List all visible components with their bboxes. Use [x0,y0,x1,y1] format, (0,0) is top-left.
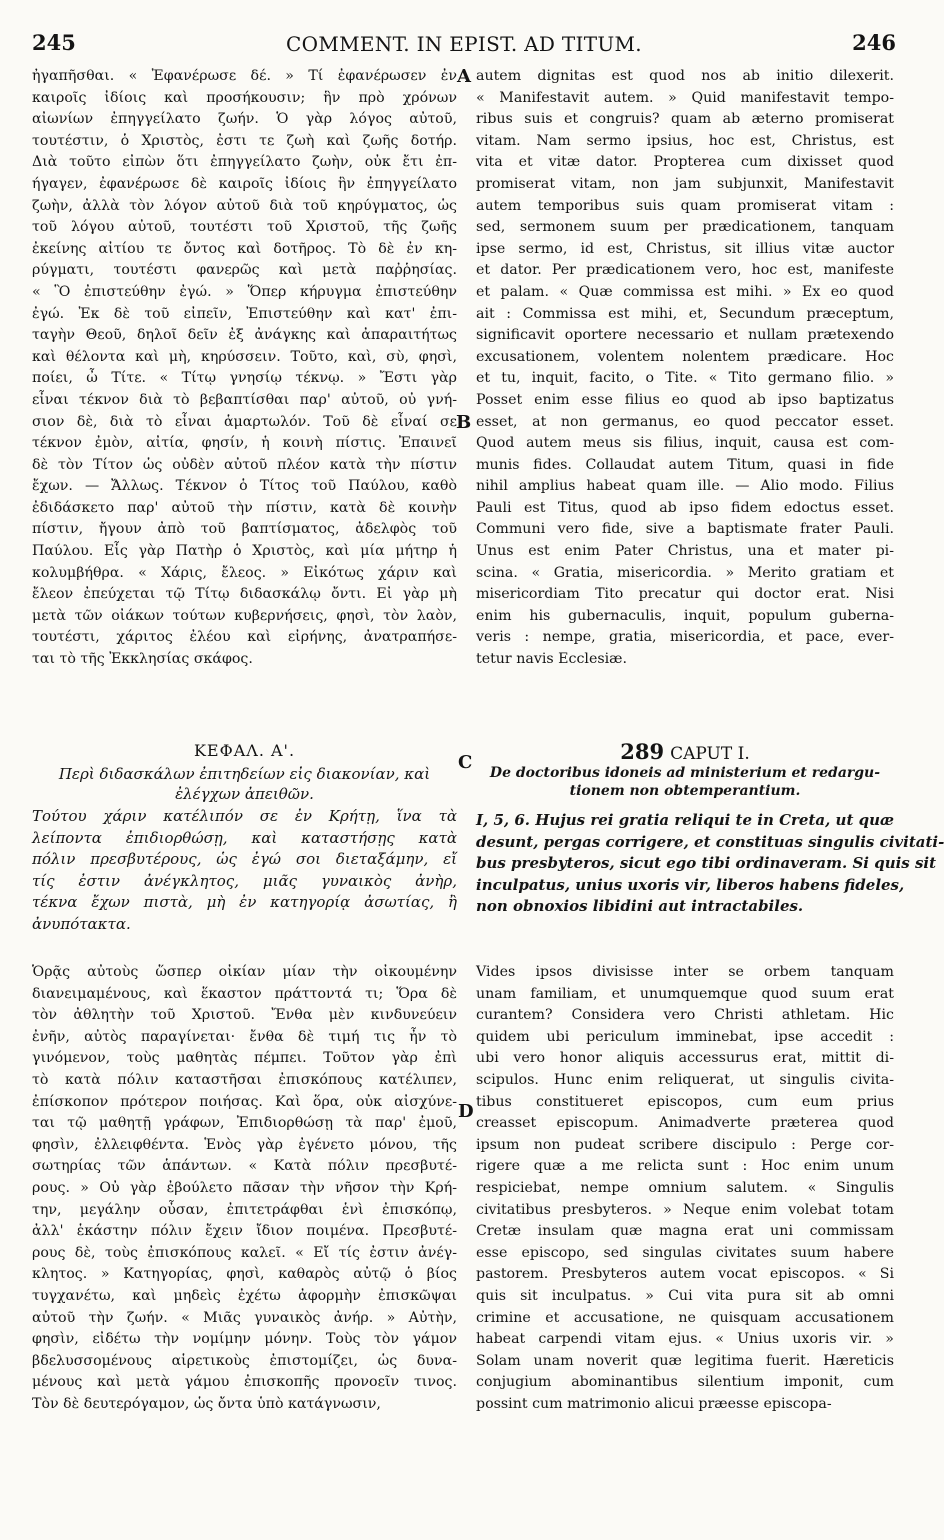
text-line: τέκνα ἔχων πιστὰ, μὴ ἐν κατηγορίᾳ ἀσωτίας, ἢ [32,893,457,912]
text-line: promiserat vitam, non jam subjunxit, Manifestavit [476,175,894,192]
margin-letter-b: B [456,412,472,433]
text-line: Unus est enim Pater Christus, una et mater pi- [476,543,894,560]
text-line: τοῦ λόγου αὐτοῦ, τουτέστι τοῦ Χριστοῦ, τῆς ζωῆς [32,219,457,236]
text-line: scipulos. Hunc enim reliquerat, ut singulis civita- [476,1071,894,1088]
text-line: ται τὸ τῆς Ἐκκλησίας σκάφος. [32,651,253,668]
text-line: κολυμβήθρα. « Χάρις, ἔλεος. » Εἰκότως χάριν καὶ [32,564,457,581]
text-line: ρύγματι, τουτέστι φανερῶς καὶ μετὰ παῤῥησίας. [32,262,457,279]
text-line: nihil amplius habeat quam ille. — Alio modo. Filius [476,478,894,495]
text-line: esse episcopo, sed singulas civitates suum habere [476,1244,894,1261]
text-line: λείποντα ἐπιδιορθώσῃ, καὶ καταστήσῃς κατὰ [32,828,457,847]
text-line: ἀλλ' ἑκάστην πόλιν ἔχειν ἴδιον ποιμένα. Πρεσβυτέ- [32,1223,457,1240]
text-line: excusationem, volentem nolentem prædicare. Hoc [476,348,894,365]
text-line: Διὰ τοῦτο εἰπὼν ὅτι ἐπηγγείλατο ζωὴν, οὐκ ἔτι ἐπ- [32,154,457,171]
text-line: εἶναι τέκνον διὰ τὸ βεβαπτίσθαι παρ' αὐτοῦ, οὐ γνή- [32,391,457,408]
text-line: γινόμενον, τοὺς μαθητὰς πέμπει. Τοῦτον γὰρ ἐπὶ [32,1050,457,1067]
text-line: crimine et accusatione, ne quisquam accusationem [476,1309,894,1326]
text-line: unam familiam, et unumquemque quod suum erat [476,985,894,1002]
text-line: Pauli est Titus, quod ab ipso fidem edoctus esset. [476,499,894,516]
text-line: veris : nempe, gratia, misericordia, et pace, ever- [476,629,894,646]
text-line: « Ὃ ἐπιστεύθην ἐγώ. » Ὅπερ κήρυγμα ἐπιστεύθην [32,283,457,300]
text-line: autem dignitas est quod nos ab initio dilexerit. [476,68,894,84]
text-line: Vides ipsos divisisse inter se orbem tanquam [476,964,894,980]
margin-letter-a: A [457,66,471,87]
text-line: τίς ἐστιν ἀνέγκλητος, μιᾶς γυναικὸς ἀνὴρ, [32,871,457,890]
text-line: πίστιν, ἤγουν ἀπὸ τοῦ βαπτίσματος, ἀδελφὸς τοῦ [32,521,457,538]
greek-commentary [32,962,457,1415]
text-line: tetur navis Ecclesiæ. [476,651,628,668]
text-line: misericordiam Tito precatur qui doctor erat. Nisi [476,586,894,603]
text-line: μένους καὶ μετὰ γάμου ἐπισκοπῆς προνοεῖν τινος. [32,1374,457,1391]
text-line: τὸ κατὰ πόλιν καταστῆσαι ἐπισκόπους κατέλιπεν, [32,1071,457,1088]
latin-top-column [476,66,894,671]
text-line: κλητος. » Κατηγορίας, φησὶ, καθαρὸς αὐτῷ ὁ βίος [32,1266,457,1283]
text-line: esset, at non germanus, eo quod peccator esset. [476,413,894,430]
text-line: significavit oportere necessario et nullam prætexendo [476,327,894,344]
text-line: Quod autem meus sis filius, inquit, causa est com- [476,435,894,452]
text-line: vitam. Nam sermo ipsius, hoc est, Christus, est [476,132,894,149]
text-line: autem temporibus suis quam promiserat vitam : [476,197,894,214]
text-line: ἠγαπῆσθαι. « Ἐφανέρωσε δέ. » Τί ἐφανέρωσεν ἐν [32,68,457,84]
text-line: ipsum non pudeat scribere discipulo : Perge cor- [476,1136,894,1153]
text-line: ποίει, ὦ Τίτε. « Τίτῳ γνησίῳ τέκνῳ. » Ἔστι γὰρ [32,370,457,387]
text-line: μετὰ τῶν οἰάκων τούτων κυβερνήσεις, φησὶ, τὸν λαὸν, [32,607,457,624]
greek-subtitle-line: ἐλέγχων ἀπειθῶν. [175,785,314,803]
text-line: bus presbyteros, sicut ego tibi ordinaveram. Si quis sit [476,854,937,873]
text-line: respiciebat, nempe omnium salutem. « Singulis [476,1179,894,1196]
text-line: creasset episcopum. Animadverte præterea quod [476,1115,894,1132]
running-header [32,30,896,58]
text-line: βδελυσσομένους αἱρετικοὺς ἐπιστομίζει, ὡς δυνα- [32,1352,457,1369]
text-line: καὶ θέλοντα καὶ μὴ, κηρύσσειν. Τοῦτο, καὶ, σὺ, φησὶ, [32,348,457,365]
text-line: ubi vero honor aliquis accessurus erat, mittit di- [476,1050,894,1067]
text-line: ἐγώ. Ἐκ δὲ τοῦ εἰπεῖν, Ἐπιστεύθην καὶ κατ' ἐπι- [32,305,457,322]
text-line: ζωὴν, ἀλλὰ τὸν λόγον αὐτοῦ διὰ τοῦ κηρύγματος, ὡς [32,197,457,214]
text-line: αἰωνίων ἐπηγγείλατο ζωήν. Ὁ γὰρ λόγος αὐτοῦ, [32,111,457,128]
text-line: pastorem. Presbyteros autem vocat episcopos. « Si [476,1266,894,1283]
text-line: scina. « Gratia, misericordia. » Merito gratiam et [476,564,894,581]
text-line: αὐτοῦ τὴν ζωήν. « Μιᾶς γυναικὸς ἀνήρ. » Αὐτὴν, [32,1309,457,1326]
text-line: sed, sermonem suum per prædicationem, tanquam [476,219,894,236]
page-number-left: 245 [32,30,76,55]
text-line: την, μεγάλην οὖσαν, ἐπιτετράφθαι ἑνὶ ἐπισκόπῳ, [32,1201,457,1218]
text-line: Ὁρᾷς αὐτοὺς ὥσπερ οἰκίαν μίαν τὴν οἰκουμένην [32,964,457,980]
margin-letter-c: C [458,752,473,773]
text-line: διανειμαμένους, καὶ ἕκαστον πράττοντά τι; Ὅρα δὲ [32,985,457,1002]
text-line: σιον δὲ, διὰ τὸ εἶναι ἁμαρτωλόν. Τοῦ δὲ εἶναί σε [32,413,457,430]
text-line: ἔχων. — Ἄλλως. Τέκνον ὁ Τίτος τοῦ Παύλου, καθὸ [32,478,457,495]
text-line: ἀνυπότακτα. [32,914,131,933]
text-line: inculpatus, unius uxoris vir, liberos habens fideles, [476,875,905,894]
text-line: φησὶν, εἰδέτω τὴν νομίμην μόνην. Τοὺς τὸν γάμον [32,1331,457,1348]
text-line: ρους δὲ, τοὺς ἐπισκόπους καλεῖ. « Εἴ τίς ἐστιν ἀνέγ- [32,1244,457,1261]
greek-subtitle-line: Περὶ διδασκάλων ἐπιτηδείων εἰς διακονίαν, καὶ [58,765,431,783]
text-line: ribus suis et congruis? quam ab æterno promiserat [476,111,894,128]
text-line: Communi vero fide, sive a baptismate frater Pauli. [476,521,894,538]
margin-letter-d: D [458,1101,474,1122]
text-line: καιροῖς ἰδίοις καὶ προσήκουσιν; ἣν πρὸ χρόνων [32,89,457,106]
text-line: ἐκείνης αἰτίου τε ὄντος καὶ δοτῆρος. Τὸ δὲ ἐν κη- [32,240,457,257]
text-line: ήγαγεν, ἐφανέρωσε δὲ καιροῖς ἰδίοις ἣν ἐπηγγείλατο [32,175,457,192]
text-line: rigere quæ a me relicta sunt : Hoc enim unum [476,1158,894,1175]
text-line: I, 5, 6. Hujus rei gratia reliqui te in Creta, ut quæ [476,811,894,829]
text-line: munis fides. Collaudat autem Titum, quasi in fide [476,456,894,473]
text-line: et palam. « Quæ commissa est mihi. » Ex eo quod [476,283,894,300]
latin-subtitle-line: De doctoribus idoneis ad ministerium et redargu- [489,765,881,781]
text-line: civitatibus presbyteros. » Neque enim volebat totam [476,1201,894,1218]
greek-chapter-heading: ΚΕΦΑΛ. Α'. [193,741,296,760]
text-line: tibus constitueret episcopos, cum eum prius [476,1093,894,1110]
running-title: COMMENT. IN EPIST. AD TITUM. [286,32,642,56]
text-line: Solam unam noverit quæ legitima fuerit. Hæreticis [476,1352,894,1369]
chapter-title: CAPUT I. [670,744,750,764]
text-line: τὸν ἀθλητὴν τοῦ Χριστοῦ. Ἔνθα μὲν κινδυνεύειν [32,1007,457,1024]
text-line: ἐδιδάσκετο παρ' αὐτοῦ τὴν πίστιν, κατὰ δὲ κοινὴν [32,499,457,516]
text-line: Cretæ insulam quæ magna erat uni commissam [476,1223,894,1240]
text-line: « Manifestavit autem. » Quid manifestavit tempo- [476,89,894,106]
text-line: ipse sermo, id est, Christus, sit illius vitæ auctor [476,240,894,257]
text-line: conjugium abominantibus silentium imponit, cum [476,1374,894,1391]
latin-chapter-subtitle [476,764,894,800]
text-line: ἔλεον ἐπεύχεται τῷ Τίτῳ διδασκάλῳ ὄντι. Εἰ γὰρ μὴ [32,586,457,603]
text-line: ται τῷ μαθητῇ γράφων, Ἐπιδιορθώσῃ τὰ παρ' ἐμοῦ, [32,1115,457,1132]
latin-chapter-heading [476,739,894,764]
text-line: φησὶν, ἐλλειφθέντα. Ἑνὸς γὰρ ἐγένετο μόνου, τῆς [32,1136,457,1153]
greek-top-column [32,66,457,671]
chapter-number: 289 [620,739,665,764]
text-line: τέκνον ἐμὸν, αἰτία, φησίν, ἡ κοινὴ πίστις. Ἐπαινεῖ [32,435,457,452]
text-line: quis sit inculpatus. » Cui vita pura sit ab omni [476,1287,894,1304]
latin-scripture-text [476,810,944,918]
latin-subtitle-line: tionem non obtemperantium. [569,783,801,799]
text-line: ταγὴν Θεοῦ, δηλοῖ δεῖν ἐξ ἀνάγκης καὶ ἀπαραιτήτως [32,327,457,344]
text-line: vita et vitæ dator. Propterea cum dixisset quod [476,154,894,171]
text-line: quidem ubi periculum imminebat, ipse accedit : [476,1028,894,1045]
greek-scripture-text [32,806,457,936]
page-number-right: 246 [852,30,896,55]
text-line: τυγχανέτω, καὶ μηδεὶς ἐχέτω ἀφορμὴν ἐπισκῶψαι [32,1287,457,1304]
text-line: ρους. » Οὐ γὰρ ἐβούλετο πᾶσαν τὴν νῆσον τὴν Κρή- [32,1179,457,1196]
text-line: τουτέστι, χάριτος ἐλέου καὶ εἰρήνης, ἀνατραπήσε- [32,629,457,646]
text-line: τουτέστιν, ὁ Χριστὸς, ἐστι τε ζωὴ καὶ ζωῆς δοτήρ. [32,132,457,149]
text-line: πόλιν πρεσβυτέρους, ὡς ἐγώ σοι διεταξάμην, εἴ [32,850,457,869]
text-line: curantem? Considera vero Christi athletam. Hic [476,1007,894,1024]
text-line: σωτηρίας τῶν ἁπάντων. « Κατὰ πόλιν πρεσβυτέ- [32,1158,457,1175]
text-line: ait : Commissa est mihi, et, Secundum præceptum, [476,305,894,322]
greek-chapter-subtitle [32,764,457,804]
text-line: et dator. Per prædicationem vero, hoc est, manifeste [476,262,894,279]
text-line: et tu, inquit, facito, o Tite. « Tito germano filio. » [476,370,894,387]
text-line: possint cum matrimonio alicui præesse episcopa- [476,1395,832,1412]
text-line: desunt, pergas corrigere, et constituas singulis civitati- [476,832,944,851]
text-line: ἐπίσκοπον πρότερον ποιήσας. Καὶ ὅρα, οὐκ αἰσχύνε- [32,1093,457,1110]
text-line: Τὸν δὲ δευτερόγαμον, ὡς ὄντα ὑπὸ κατάγνωσιν, [32,1395,381,1412]
text-line: Παύλου. Εἷς γὰρ Πατὴρ ὁ Χριστὸς, καὶ μία μήτηρ ἡ [32,543,457,560]
text-line: Τούτου χάριν κατέλιπόν σε ἐν Κρήτῃ, ἵνα τὰ [32,807,457,825]
latin-commentary [476,962,894,1415]
text-line: Posset enim esse filius eo quod ab ipso baptizatus [476,391,894,408]
text-line: δὲ τὸν Τίτον ὡς οὐδὲν αὐτοῦ πλέον κατὰ τὴν πίστιν [32,456,457,473]
text-line: enim his gubernaculis, inquit, populum guberna- [476,607,894,624]
text-line: habeat carpendi vitam ejus. « Unius uxoris vir. » [476,1331,894,1348]
text-line: non obnoxios libidini aut intractabiles. [476,897,804,916]
text-line: ἐνῆν, αὐτὸς παραγίνεται· ἔνθα δὲ τιμή τις ἦν τὸ [32,1028,457,1045]
